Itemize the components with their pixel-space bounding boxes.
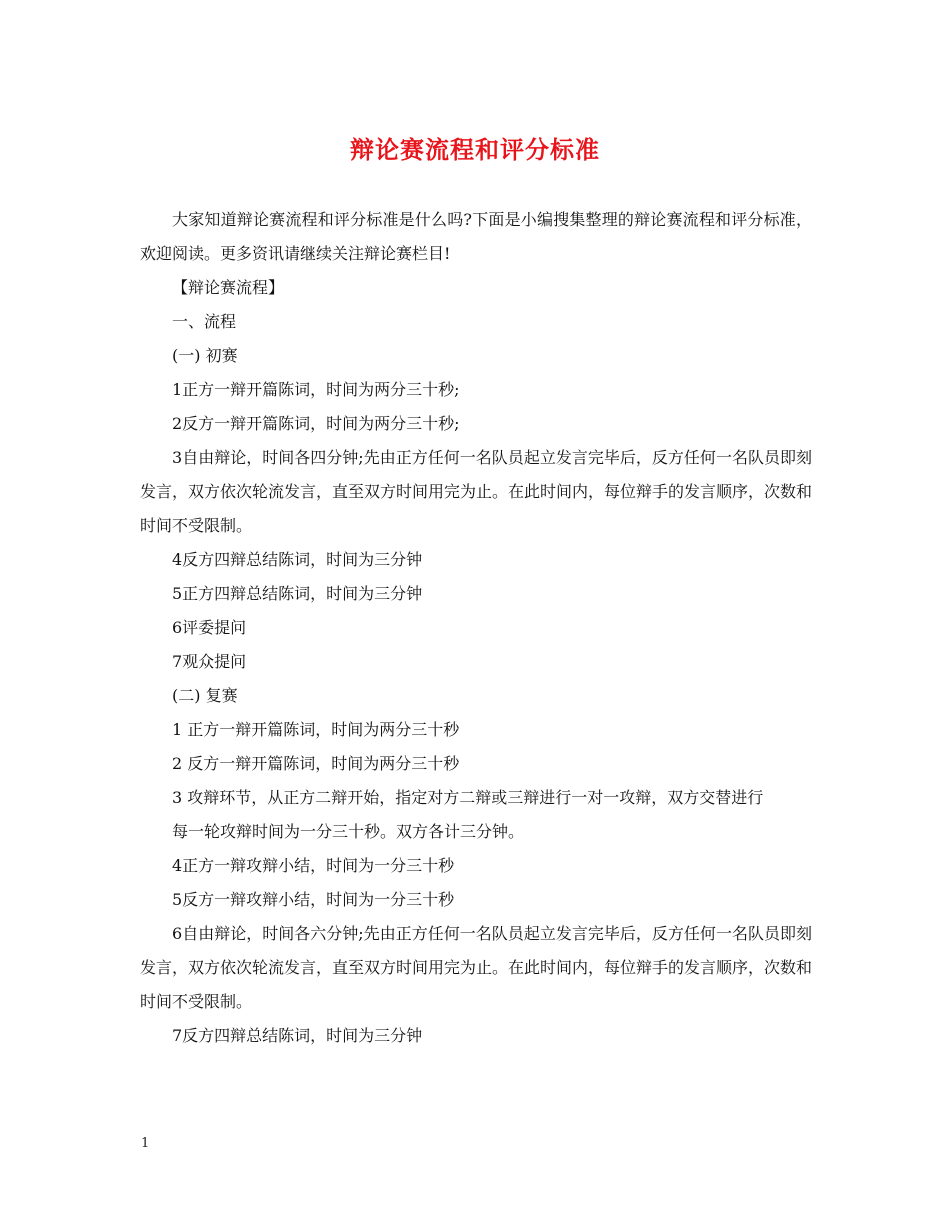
round-heading-preliminary: (一) 初赛: [172, 346, 238, 365]
list-item: 1 正方一辩开篇陈词，时间为两分三十秒: [172, 720, 460, 739]
list-item: 7反方四辩总结陈词，时间为三分钟: [172, 1026, 423, 1045]
subsection-heading: 一、流程: [172, 312, 237, 331]
list-item: 1正方一辩开篇陈词，时间为两分三十秒;: [172, 380, 460, 399]
list-item: 3自由辩论，时间各四分钟;先由正方任何一名队员起立发言完毕后，反方任何一名队员即刻发言，双方依次轮流发言，直至双方时间用完为止。在此时间内，每位辩手的发言顺序，次数和时间不受限制。: [140, 448, 813, 535]
document-title: 辩论赛流程和评分标准: [350, 135, 600, 164]
list-item: 每一轮攻辩时间为一分三十秒。双方各计三分钟。: [172, 822, 525, 841]
list-item: 7观众提问: [172, 652, 247, 671]
list-item: 2 反方一辩开篇陈词，时间为两分三十秒: [172, 754, 460, 773]
list-item: 4正方一辩攻辩小结，时间为一分三十秒: [172, 856, 455, 875]
list-item: 4反方四辩总结陈词，时间为三分钟: [172, 550, 423, 569]
section-heading: 【辩论赛流程】: [172, 278, 285, 297]
list-item: 5反方一辩攻辩小结，时间为一分三十秒: [172, 890, 455, 909]
list-item: 6评委提问: [172, 618, 247, 637]
list-item: 3 攻辩环节，从正方二辩开始，指定对方二辩或三辩进行一对一攻辩，双方交替进行: [172, 788, 764, 807]
round-heading-semifinal: (二) 复赛: [172, 686, 238, 705]
list-item: 2反方一辩开篇陈词，时间为两分三十秒;: [172, 414, 460, 433]
intro-paragraph: 大家知道辩论赛流程和评分标准是什么吗?下面是小编搜集整理的辩论赛流程和评分标准，欢迎阅读。更多资讯请继续关注辩论赛栏目!: [140, 210, 812, 263]
list-item: 5正方四辩总结陈词，时间为三分钟: [172, 584, 423, 603]
page-number: 1: [141, 1136, 150, 1151]
list-item: 6自由辩论，时间各六分钟;先由正方任何一名队员起立发言完毕后，反方任何一名队员即刻发言，双方依次轮流发言，直至双方时间用完为止。在此时间内，每位辩手的发言顺序，次数和时间不受限制。: [140, 924, 813, 1011]
document-body: [140, 203, 812, 1053]
